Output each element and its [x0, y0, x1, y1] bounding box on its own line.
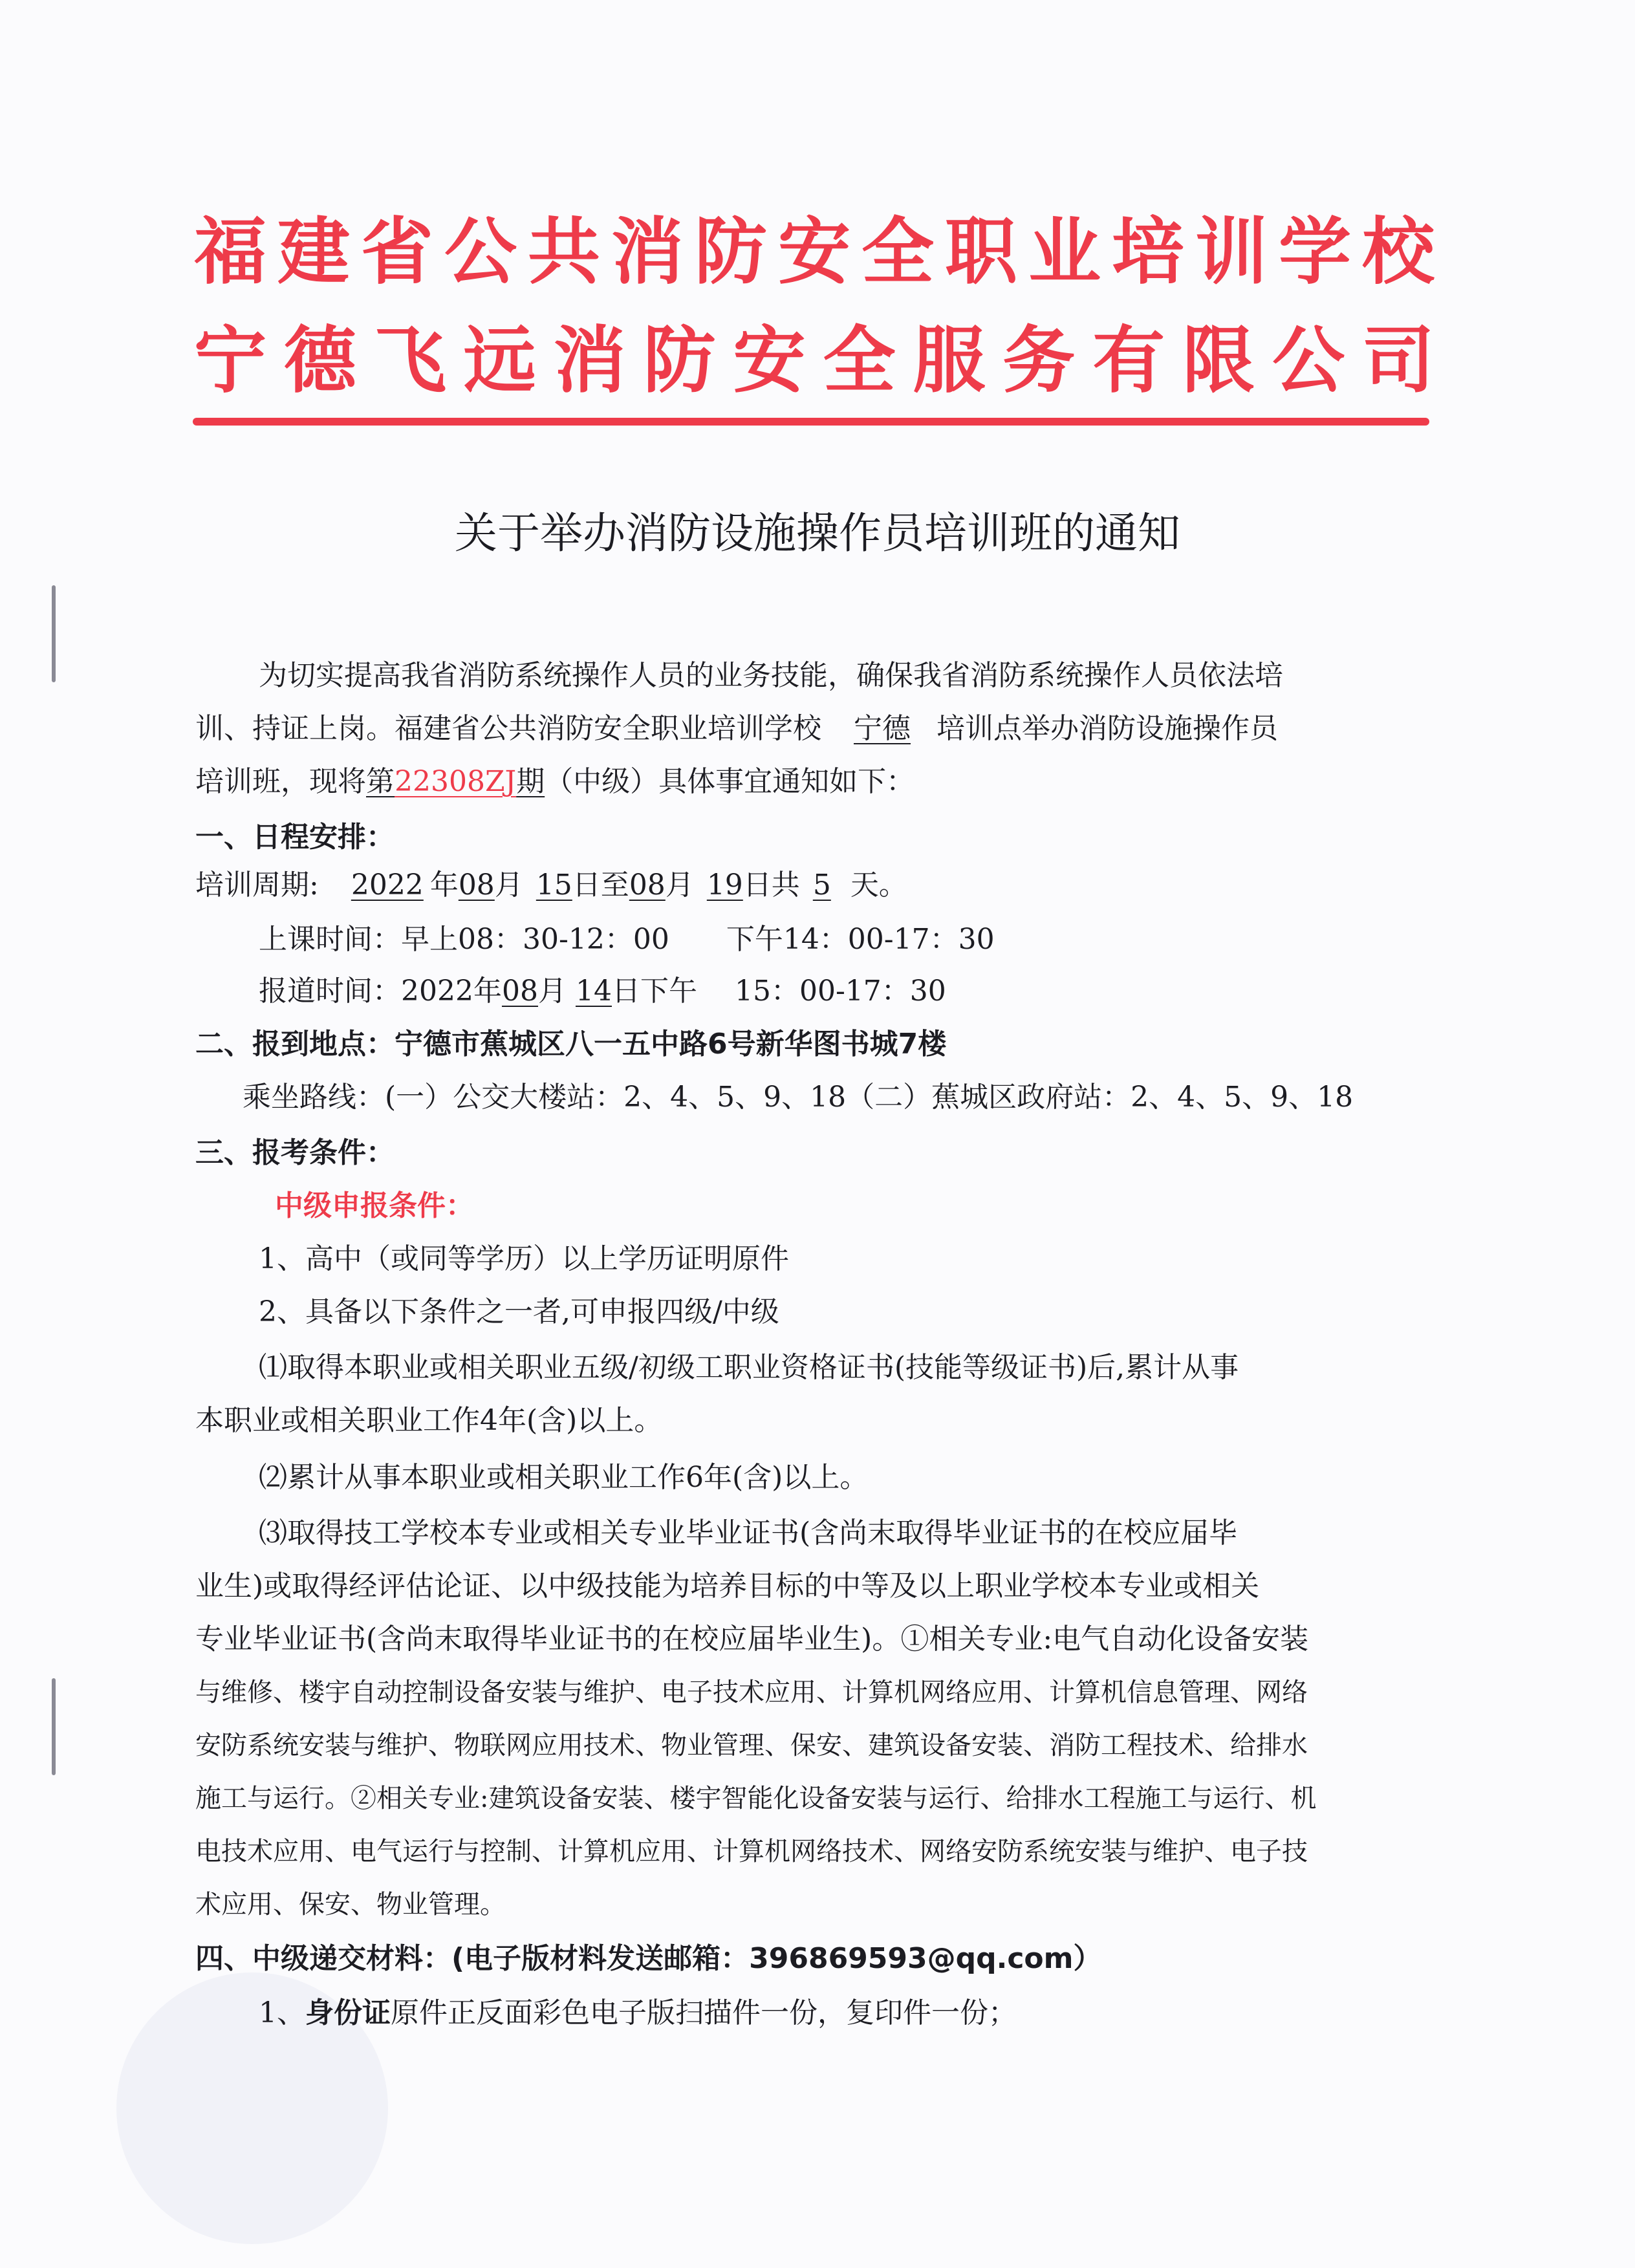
material-1: 1、身份证原件正反面彩色电子版扫描件一份，复印件一份；	[259, 1996, 1017, 2029]
condition-2-3-line-2: 业生)或取得经评估论证、以中级技能为培养目标的中等及以上职业学校本专业或相关	[195, 1570, 1260, 1603]
header-school-name: 福建省公共消防安全职业培训学校	[194, 210, 1436, 294]
section-1-heading: 一、日程安排：	[195, 821, 395, 854]
section-2-heading: 二、报到地点：宁德市蕉城区八一五中路6号新华图书城7楼	[195, 1028, 947, 1061]
condition-2-3-line-7: 电技术应用、电气运行与控制、计算机应用、计算机网络技术、网络安防系统安装与维护、电子技	[195, 1837, 1308, 1866]
condition-2-2: ⑵累计从事本职业或相关职业工作6年(含)以上。	[259, 1461, 869, 1494]
class-number: 22308ZJ	[395, 765, 517, 798]
intro-line-2: 训、持证上岗。福建省公共消防安全职业培训学校 宁德 培训点举办消防设施操作员	[195, 712, 1278, 745]
condition-2-3-line-8: 术应用、保安、物业管理。	[195, 1890, 506, 1919]
intro-line-1: 为切实提高我省消防系统操作人员的业务技能，确保我省消防系统操作人员依法培	[259, 659, 1283, 692]
report-time: 报道时间：2022年08月 14日下午 15：00-17：30	[259, 975, 946, 1008]
section-3-heading: 三、报考条件：	[195, 1136, 395, 1169]
bus-route: 乘坐路线：(一）公交大楼站：2、4、5、9、18（二）蕉城区政府站：2、4、5、9、18	[243, 1081, 1354, 1114]
condition-2-3-line-4: 与维修、楼宇自动控制设备安装与维护、电子技术应用、计算机网络应用、计算机信息管理、网络	[195, 1678, 1308, 1707]
section-4-heading: 四、中级递交材料：(电子版材料发送邮箱：396869593@qq.com）	[195, 1942, 1102, 1975]
staple-mark	[52, 1678, 56, 1775]
intermediate-conditions-heading: 中级申报条件：	[275, 1189, 474, 1222]
condition-2-3-line-5: 安防系统安装与维护、物联网应用技术、物业管理、保安、建筑设备安装、消防工程技术、给排水	[195, 1731, 1308, 1760]
intro-line-3: 培训班，现将第22308ZJ期（中级）具体事宜通知如下：	[195, 765, 915, 798]
condition-2-3-line-3: 专业毕业证书(含尚末取得毕业证书的在校应届毕业生)。①相关专业:电气自动化设备安装	[195, 1623, 1309, 1656]
condition-2-3-line-6: 施工与运行。②相关专业:建筑设备安装、楼宇智能化设备安装与运行、给排水工程施工与运行、机	[195, 1784, 1317, 1813]
condition-2: 2、具备以下条件之一者,可申报四级/中级	[259, 1295, 779, 1328]
class-time: 上课时间：早上08：30-12：00 下午14：00-17：30	[259, 923, 995, 956]
header-company-name: 宁德飞远消防安全服务有限公司	[194, 319, 1436, 403]
condition-2-1-line-2: 本职业或相关职业工作4年(含)以上。	[195, 1404, 663, 1437]
condition-2-1-line-1: ⑴取得本职业或相关职业五级/初级工职业资格证书(技能等级证书)后,累计从事	[259, 1351, 1239, 1384]
header-red-rule	[193, 418, 1429, 426]
training-period: 培训周期: 2022 年08月 15日至08月 19日共 5 天。	[195, 869, 907, 902]
notice-title: 关于举办消防设施操作员培训班的通知	[455, 508, 1180, 558]
training-point-name: 宁德	[854, 712, 911, 745]
condition-1: 1、高中（或同等学历）以上学历证明原件	[259, 1242, 789, 1275]
staple-mark	[52, 585, 56, 682]
condition-2-3-line-1: ⑶取得技工学校本专业或相关专业毕业证书(含尚末取得毕业证书的在校应届毕	[259, 1517, 1238, 1550]
